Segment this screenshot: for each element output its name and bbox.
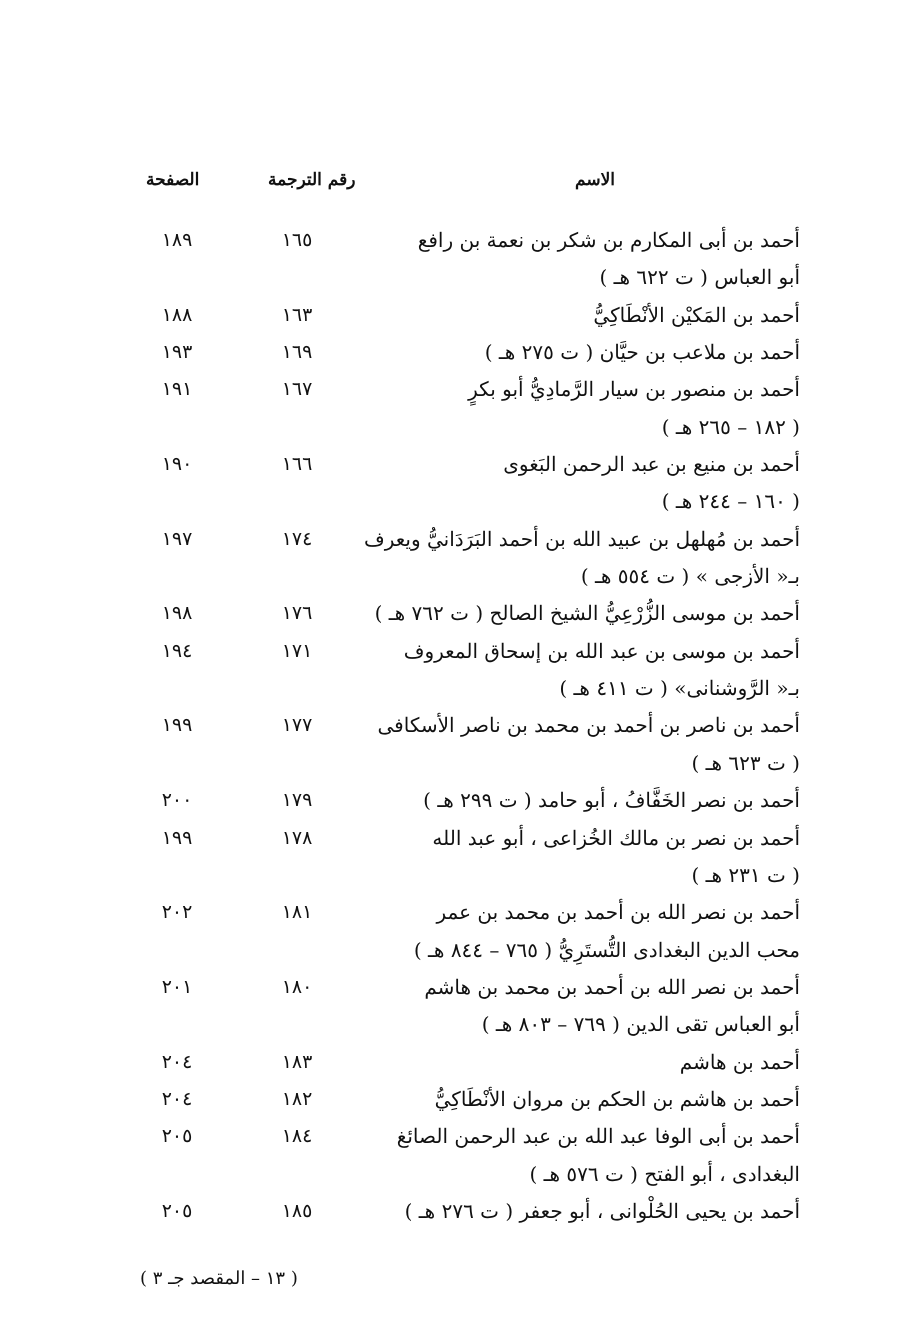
header-name: الاسم <box>575 170 615 190</box>
table-row <box>0 371 922 408</box>
table-row <box>0 259 922 296</box>
index-table <box>0 222 922 1230</box>
entry-page: ٢٠٤ <box>161 1050 193 1073</box>
table-row <box>0 409 922 446</box>
table-row <box>0 446 922 483</box>
table-row <box>0 297 922 334</box>
entry-page: ١٩٩ <box>161 826 193 849</box>
entry-number: ١٨١ <box>281 901 313 924</box>
entry-number: ١٧٨ <box>281 826 313 849</box>
entry-page: ٢٠١ <box>161 975 193 998</box>
entry-page: ٢٠٠ <box>161 789 193 812</box>
entry-name: أبو العباس تقى الدين ( ٧٦٩ – ٨٠٣ هـ ) <box>481 1012 800 1037</box>
entry-page: ٢٠٢ <box>161 901 193 924</box>
entry-number: ١٨٥ <box>281 1199 313 1222</box>
entry-page: ١٩٠ <box>161 453 193 476</box>
entry-number: ١٨٠ <box>281 975 313 998</box>
entry-page: ١٩٣ <box>161 341 193 364</box>
entry-number: ١٦٧ <box>281 378 313 401</box>
entry-page: ٢٠٤ <box>161 1087 193 1110</box>
entry-page: ١٩٩ <box>161 714 193 737</box>
entry-page: ١٨٨ <box>161 303 193 326</box>
entry-name: أحمد بن مُهلهل بن عبيد الله بن أحمد البَرَدَانيُّ ويعرف <box>363 526 800 551</box>
entry-number: ١٧٦ <box>281 602 313 625</box>
entry-name: أحمد بن موسى بن عبد الله بن إسحاق المعروف <box>403 638 800 663</box>
entry-number: ١٨٣ <box>281 1050 313 1073</box>
table-row <box>0 820 922 857</box>
entry-name: أحمد بن نصر الخَفَّافُ ، أبو حامد ( ت ٢٩٩ هـ ) <box>423 788 800 813</box>
entry-name: أحمد بن ناصر بن أحمد بن محمد بن ناصر الأسكافى <box>377 713 800 738</box>
table-row <box>0 745 922 782</box>
entry-number: ١٦٦ <box>281 453 313 476</box>
table-row <box>0 1044 922 1081</box>
table-row <box>0 969 922 1006</box>
entry-name: ( ت ٦٢٣ هـ ) <box>691 750 800 775</box>
entry-name: أحمد بن هاشم <box>679 1049 800 1074</box>
entry-name: أحمد بن أبى المكارم بن شكر بن نعمة بن رافع <box>417 228 800 252</box>
entry-name: أحمد بن يحيى الحُلْوانى ، أبو جعفر ( ت ٢٧٦ هـ ) <box>404 1198 800 1223</box>
entry-page: ٢٠٥ <box>161 1125 193 1148</box>
entry-name: أحمد بن نصر بن مالك الخُزاعى ، أبو عبد الله <box>432 825 800 850</box>
table-row <box>0 1156 922 1193</box>
entry-name: أحمد بن منيع بن عبد الرحمن البَغوى <box>503 452 800 477</box>
table-row <box>0 595 922 632</box>
entry-name: بـ« الأزجى » ( ت ٥٥٤ هـ ) <box>580 564 800 589</box>
header-page: الصفحة <box>146 170 200 190</box>
entry-name: أحمد بن منصور بن سيار الرَّمادِيُّ أبو بكرٍ <box>468 377 800 402</box>
table-row <box>0 670 922 707</box>
entry-number: ١٧٧ <box>281 714 313 737</box>
entry-name: أحمد بن هاشم بن الحكم بن مروان الأنْطَاكِيُّ <box>434 1086 800 1111</box>
entry-name: أحمد بن موسى الزُّرْعِيُّ الشيخ الصالح ( ت ٧٦٢ هـ ) <box>374 601 800 626</box>
table-row <box>0 558 922 595</box>
entry-name: أحمد بن المَكيْن الأنْطَاكِيُّ <box>593 302 800 327</box>
entry-name: ( ت ٢٣١ هـ ) <box>691 862 800 887</box>
entry-number: ١٧٩ <box>281 789 313 812</box>
entry-name: ( ١٦٠ – ٢٤٤ هـ ) <box>661 489 800 514</box>
entry-page: ١٩٤ <box>161 639 193 662</box>
entry-name: أحمد بن ملاعب بن حيَّان ( ت ٢٧٥ هـ ) <box>484 340 800 365</box>
entry-page: ٢٠٥ <box>161 1199 193 1222</box>
entry-number: ١٦٩ <box>281 341 313 364</box>
table-row <box>0 707 922 744</box>
table-row <box>0 932 922 969</box>
entry-page: ١٩٧ <box>161 527 193 550</box>
entry-number: ١٧٤ <box>281 527 313 550</box>
entry-number: ١٨٤ <box>281 1125 313 1148</box>
table-row <box>0 1081 922 1118</box>
table-row <box>0 483 922 520</box>
entry-page: ١٩٨ <box>161 602 193 625</box>
entry-page: ١٨٩ <box>161 229 193 251</box>
table-row <box>0 1118 922 1155</box>
entry-page: ١٩١ <box>161 378 193 401</box>
header-entry-number: رقم الترجمة <box>268 170 356 190</box>
page-footer: ( ١٣ – المقصد جـ ٣ ) <box>140 1268 298 1289</box>
entry-name: أبو العباس ( ت ٦٢٢ هـ ) <box>599 265 800 290</box>
table-row <box>0 633 922 670</box>
entry-number: ١٦٥ <box>281 229 313 251</box>
table-row <box>0 521 922 558</box>
table-row <box>0 222 922 259</box>
entry-name: البغدادى ، أبو الفتح ( ت ٥٧٦ هـ ) <box>529 1161 800 1186</box>
table-row <box>0 857 922 894</box>
entry-name: بـ« الرَّوشنانى» ( ت ٤١١ هـ ) <box>559 676 800 701</box>
entry-name: أحمد بن نصر الله بن أحمد بن محمد بن هاشم <box>424 974 800 999</box>
entry-number: ١٨٢ <box>281 1087 313 1110</box>
entry-name: أحمد بن أبى الوفا عبد الله بن عبد الرحمن الصائغ <box>396 1124 800 1149</box>
entry-name: محب الدين البغدادى التُّستَرِيُّ ( ٧٦٥ – ٨٤٤ هـ ) <box>413 937 800 962</box>
entry-name: ( ١٨٢ – ٢٦٥ هـ ) <box>661 414 800 439</box>
table-row <box>0 334 922 371</box>
table-row <box>0 1193 922 1230</box>
entry-number: ١٦٣ <box>281 303 313 326</box>
entry-number: ١٧١ <box>281 639 313 662</box>
table-row <box>0 894 922 931</box>
table-row <box>0 1006 922 1043</box>
table-row <box>0 782 922 819</box>
entry-name: أحمد بن نصر الله بن أحمد بن محمد بن عمر <box>436 900 800 925</box>
